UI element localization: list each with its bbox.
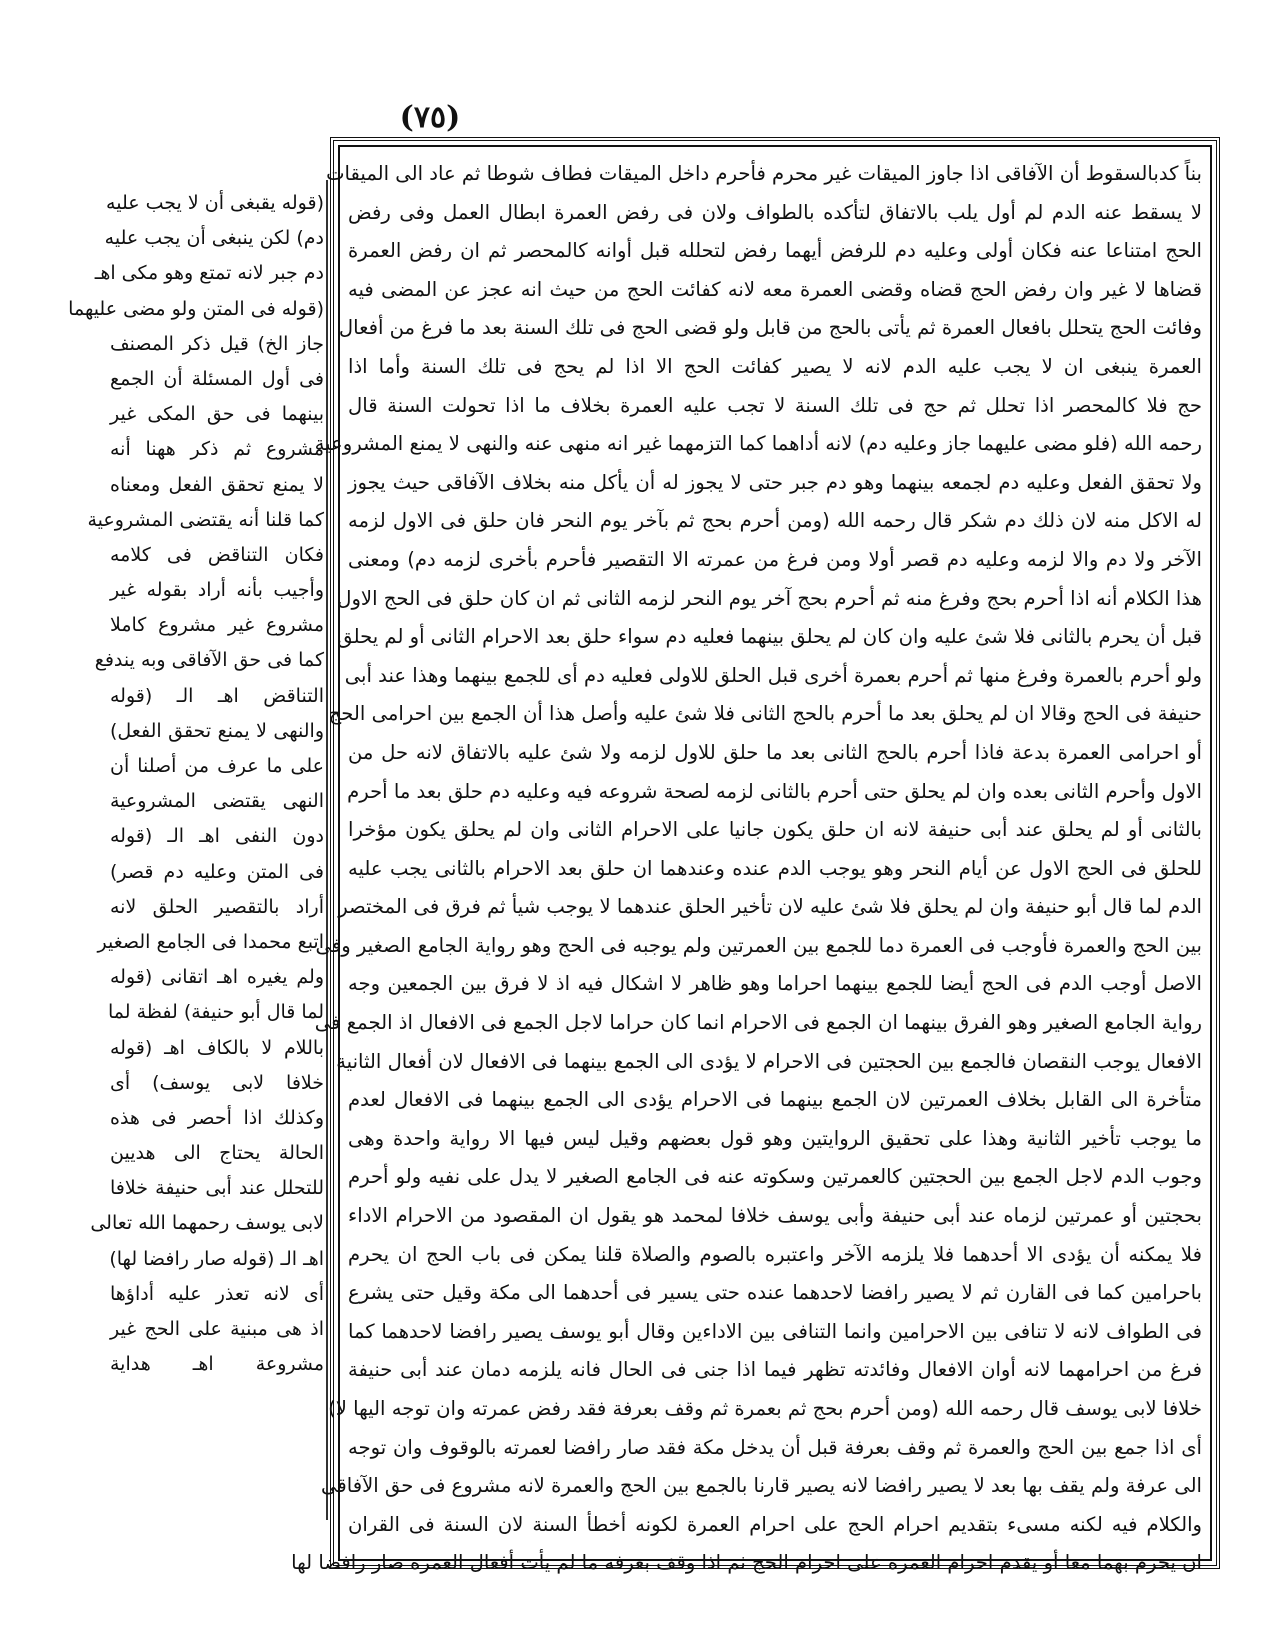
main-text-line: ولو أحرم بالعمرة وفرغ منها ثم أحرم بعمرة أخرى قبل الحلق للاولى فعليه دم أى للجمع بينهما وهذا عند أبى bbox=[344, 663, 1202, 687]
margin-note-line: مشروعة اهـ هداية bbox=[110, 1353, 324, 1376]
margin-note-line: جاز الخ) قيل ذكر المصنف bbox=[110, 332, 324, 355]
margin-commentary bbox=[68, 186, 324, 1516]
main-text-line: حنيفة فى الحج وقالا ان لم يحلق بعد ما أحرم بالحج الثانى فلا شئ عليه وأصل هذا أن الجمع بين احرامى الحج bbox=[328, 702, 1202, 726]
main-text-body bbox=[291, 155, 1202, 1575]
main-text-line: فرغ من احرامهما لانه أوان الافعال وفائدته تظهر فيما اذا جنى فى الحال فانه يلزمه دمان عند أبى حنيفة bbox=[348, 1358, 1202, 1382]
margin-note-line: أى لانه تعذر عليه أداؤها bbox=[110, 1282, 324, 1305]
main-text-line: لا يسقط عنه الدم لم أول يلب بالاتفاق لتأكده بالطواف ولان فى رفض العمرة ابطال العمل وفى رفض bbox=[348, 200, 1202, 224]
margin-note-line: وكذلك اذا أحصر فى هذه bbox=[110, 1106, 324, 1129]
margin-note-line: لما قال أبو حنيفة) لفظة لما bbox=[108, 1001, 324, 1024]
margin-note-line: مشروع غير مشروع كاملا bbox=[110, 614, 324, 637]
margin-note-line: كما قلنا أنه يقتضى المشروعية bbox=[87, 508, 324, 531]
main-text-line: ولا تحقق الفعل وعليه دم لجمعه بينهما وهو دم جبر حتى لا يجوز له أن يأكل منه بخلاف الآفاقى حيث يجوز bbox=[348, 470, 1202, 494]
margin-note-line: (قوله يقبغى أن لا يجب عليه bbox=[106, 192, 324, 214]
main-text-line: بين الحج والعمرة فأوجب فى العمرة دما للجمع بين العمرتين ولم يوجبه فى الحج وهو رواية الجامع الصغير وفى bbox=[315, 933, 1202, 957]
main-text-line: له الاكل منه لان ذلك دم شكر قال رحمه الله (ومن أحرم بحج ثم بآخر يوم النحر فان حلق فى الاول لزمه bbox=[348, 509, 1202, 533]
margin-note-line: خلافا لابى يوسف) أى bbox=[110, 1071, 324, 1094]
main-text-line: وجوب الدم لاجل الجمع بين الحجتين كالعمرتين وسكوته عنه فى الجامع الصغير لا يدل على نفيه ولو أحرم bbox=[348, 1165, 1202, 1189]
main-text-line: متأخرة الى القابل بخلاف العمرتين لان الجمع بينهما فى الاحرام يؤدى الى الجمع بينهما فى الافعال لعدم bbox=[348, 1088, 1202, 1112]
main-text-line: الدم لما قال أبو حنيفة وان لم يحلق فلا شئ عليه لان تأخير الحلق عندهما لا يوجب شيأ ثم فرق فى المختصر bbox=[338, 895, 1202, 919]
main-text-line: والكلام فيه لكنه مسىء بتقديم احرام الحج على احرام العمرة لكونه أخطأ السنة لان السنة فى القران bbox=[348, 1512, 1202, 1536]
margin-note-line: دم جبر لانه تمتع وهو مكى اهـ bbox=[94, 262, 324, 285]
main-text-line: خلافا لابى يوسف قال رحمه الله (ومن أحرم بحج ثم بعمرة ثم وقف بعرفة فقد رفض عمرته وان توجه اليها لا) bbox=[328, 1397, 1202, 1420]
page-number: (٧٥) bbox=[399, 100, 461, 135]
main-text-line: للحلق فى الحج الاول عن أيام النحر وهو يوجب الدم عنده وعندهما ان حلق بعد الاحرام بالثانى يجب عليه bbox=[348, 856, 1202, 880]
margin-note-line: وأجيب بأنه أراد بقوله غير bbox=[110, 579, 324, 602]
main-text-line: وفائت الحج يتحلل بافعال العمرة ثم يأتى بالحج من قابل ولو قضى الحج فى تلك السنة بعد ما فرغ من أفعال bbox=[338, 316, 1202, 340]
margin-note-line: لابى يوسف رحمهما الله تعالى bbox=[90, 1212, 324, 1235]
margin-note-line: اتبع محمدا فى الجامع الصغير bbox=[97, 930, 324, 953]
main-text-line: الى عرفة ولم يقف بها بعد لا يصير رافضا لانه يصير قارنا بالجمع بين الحج والعمرة لانه مشروع فى حق الآفاقى bbox=[321, 1474, 1202, 1498]
margin-note-line: أراد بالتقصير الحلق لانه bbox=[110, 895, 324, 918]
main-text-line: أى اذا جمع بين الحج والعمرة ثم وقف بعرفة قبل أن يدخل مكة فقد صار رافضا لعمرته بالوقوف وان توجه bbox=[348, 1435, 1202, 1459]
margin-note-line: دون النفى اهـ الـ (قوله bbox=[110, 825, 324, 848]
main-text-line: بالثانى أو لم يحلق عند أبى حنيفة لانه ان حلق يكون جانيا على الاحرام الثانى وان لم يحلق يكون مؤخرا bbox=[348, 818, 1202, 842]
margin-note-line: للتحلل عند أبى حنيفة خلافا bbox=[110, 1177, 324, 1200]
main-text-line: الاصل أوجب الدم فى الحج أيضا للجمع بينهما احراما وهو ظاهر لا اشكال فيه اذ لا فرق بين الجمعين وجه bbox=[348, 972, 1202, 996]
main-text-line: الآخر ولا دم والا لزمه وعليه دم قصر أولا ومن فرغ من عمرته الا التقصير فأحرم بأخرى لزمه دم) ومعنى bbox=[348, 547, 1202, 571]
main-text-line: الحج امتناعا عنه فكان أولى وعليه دم للرفض أيهما رفض لتحلله قبل أوانه كالمحصر ثم ان رفض العمرة bbox=[348, 239, 1202, 263]
margin-note-line: دم) لكن ينبغى أن يجب عليه bbox=[104, 227, 324, 250]
main-text-line: هذا الكلام أنه اذا أحرم بحج وفرغ منه ثم أحرم بحج آخر يوم النحر لزمه الثانى ثم ان كان حلق فى الحج الاول bbox=[337, 586, 1202, 610]
margin-note-line: ولم يغيره اهـ اتقانى (قوله bbox=[110, 966, 324, 989]
margin-note-line: الحالة يحتاج الى هديين bbox=[110, 1142, 324, 1165]
main-text-line: باحرامين كما فى القارن ثم لا يصير رافضا لاحدهما عنده حتى يسير فى أحدهما الى مكة وقيل حتى يشرع bbox=[348, 1281, 1202, 1305]
margin-note-line: التناقض اهـ الـ (قوله bbox=[110, 684, 324, 707]
main-text-frame bbox=[291, 137, 1220, 1575]
main-text-line: بناً كدبالسقوط أن الآفاقى اذا جاوز الميقات غير محرم فأحرم داخل الميقات فطاف شوطا ثم عاد الى الميقات bbox=[326, 162, 1202, 185]
margin-note-line: على ما عرف من أصلنا أن bbox=[110, 755, 324, 777]
margin-note-line: باللام لا بالكاف اهـ (قوله bbox=[110, 1036, 324, 1059]
main-text-line: الافعال يوجب النقصان فالجمع بين الحجتين فى الاحرام لا يؤدى الى الجمع بينهما فى الافعال لان أفعال الثانية bbox=[336, 1049, 1202, 1073]
margin-note-line: مشروع ثم ذكر ههنا أنه bbox=[110, 438, 324, 461]
main-text-line: أو احرامى العمرة بدعة فاذا أحرم بالحج الثانى بعد ما حلق للاول لزمه ولا شئ عليه بالاتفاق لانه حل من bbox=[348, 740, 1202, 764]
margin-note-line: النهى يقتضى المشروعية bbox=[110, 790, 324, 813]
margin-note-line: فكان التناقض فى كلامه bbox=[110, 543, 324, 566]
margin-divider bbox=[326, 180, 328, 1520]
main-text-line: حج فلا كالمحصر اذا تحلل ثم حج فى تلك السنة لا تجب عليه العمرة بخلاف ما اذا تحولت السنة قال bbox=[348, 393, 1202, 417]
margin-note-line: كما فى حق الآفاقى وبه يندفع bbox=[94, 649, 324, 672]
margin-note-line: اذ هى مبنية على الحج غير bbox=[110, 1318, 324, 1340]
margin-note-line: بينهما فى حق المكى غير bbox=[110, 403, 324, 426]
margin-note-line: فى المتن وعليه دم قصر) bbox=[110, 860, 324, 883]
main-text-line: فى الطواف لانه لا تنافى بين الاحرامين وانما التنافى بين الاداءين وقال أبو يوسف يصير رافضا لاحدهما كما bbox=[348, 1319, 1202, 1343]
margin-note-line: (قوله فى المتن ولو مضى عليهما bbox=[68, 297, 324, 320]
margin-note-line: لا يمنع تحقق الفعل ومعناه bbox=[110, 473, 324, 496]
main-text-line: رحمه الله (فلو مضى عليهما جاز وعليه دم) لانه أداهما كما التزمهما غير انه منهى عنه والنهى لا يمنع المشروعية bbox=[314, 432, 1202, 456]
margin-note-line: والنهى لا يمنع تحقق الفعل) bbox=[110, 719, 324, 742]
main-text-line: العمرة ينبغى ان لا يجب عليه الدم لانه لا يصير كفائت الحج الا اذا لم يحج فى تلك السنة وأما اذا bbox=[348, 354, 1202, 378]
main-text-line: ما يوجب تأخير الثانية وهذا على تحقيق الروايتين وهو قول بعضهم وقيل ليس فيها الا رواية واحدة وهى bbox=[348, 1126, 1202, 1150]
main-text-line: فلا يمكنه أن يؤدى الا أحدهما فلا يلزمه الآخر واعتبره بالصوم والصلاة قلنا يمكن فى باب الحج ان يحرم bbox=[348, 1242, 1202, 1266]
main-text-line: بحجتين أو عمرتين لزماه عند أبى حنيفة وأبى يوسف خلافا لمحمد هو يقول ان المقصود من الاحرام الاداء bbox=[348, 1204, 1202, 1228]
main-text-line: قضاها لا غير وان رفض الحج قضاه وقضى العمرة معه لانه كفائت الحج من حيث انه عجز عن المضى فيه bbox=[348, 277, 1202, 301]
main-text-line: الاول وأحرم الثانى بعده وان لم يحلق حتى أحرم بالثانى لزمه لصحة شروعه فيه وعليه دم حلق بعد ما أحرم bbox=[347, 779, 1202, 803]
main-text-line: ان يحرم بهما معا أو يقدم احرام العمرة على احرام الحج ثم اذا وقف بعرفة ما لم يأت أفعال العمرة صار رافضا لها bbox=[291, 1551, 1202, 1575]
margin-note-line: اهـ الـ (قوله صار رافضا لها) bbox=[109, 1247, 324, 1270]
main-text-line: رواية الجامع الصغير وهو الفرق بينهما ان الجمع فى الاحرام انما كان حراما لاجل الجمع فى الافعال اذ الجمع فى bbox=[314, 1011, 1202, 1035]
margin-note-line: فى أول المسئلة أن الجمع bbox=[110, 367, 324, 390]
main-text-line: قبل أن يحرم بالثانى فلا شئ عليه وان كان لم يحلق بينهما فعليه دم سواء حلق بعد الاحرام الثانى أو لم يحلق bbox=[337, 625, 1202, 649]
